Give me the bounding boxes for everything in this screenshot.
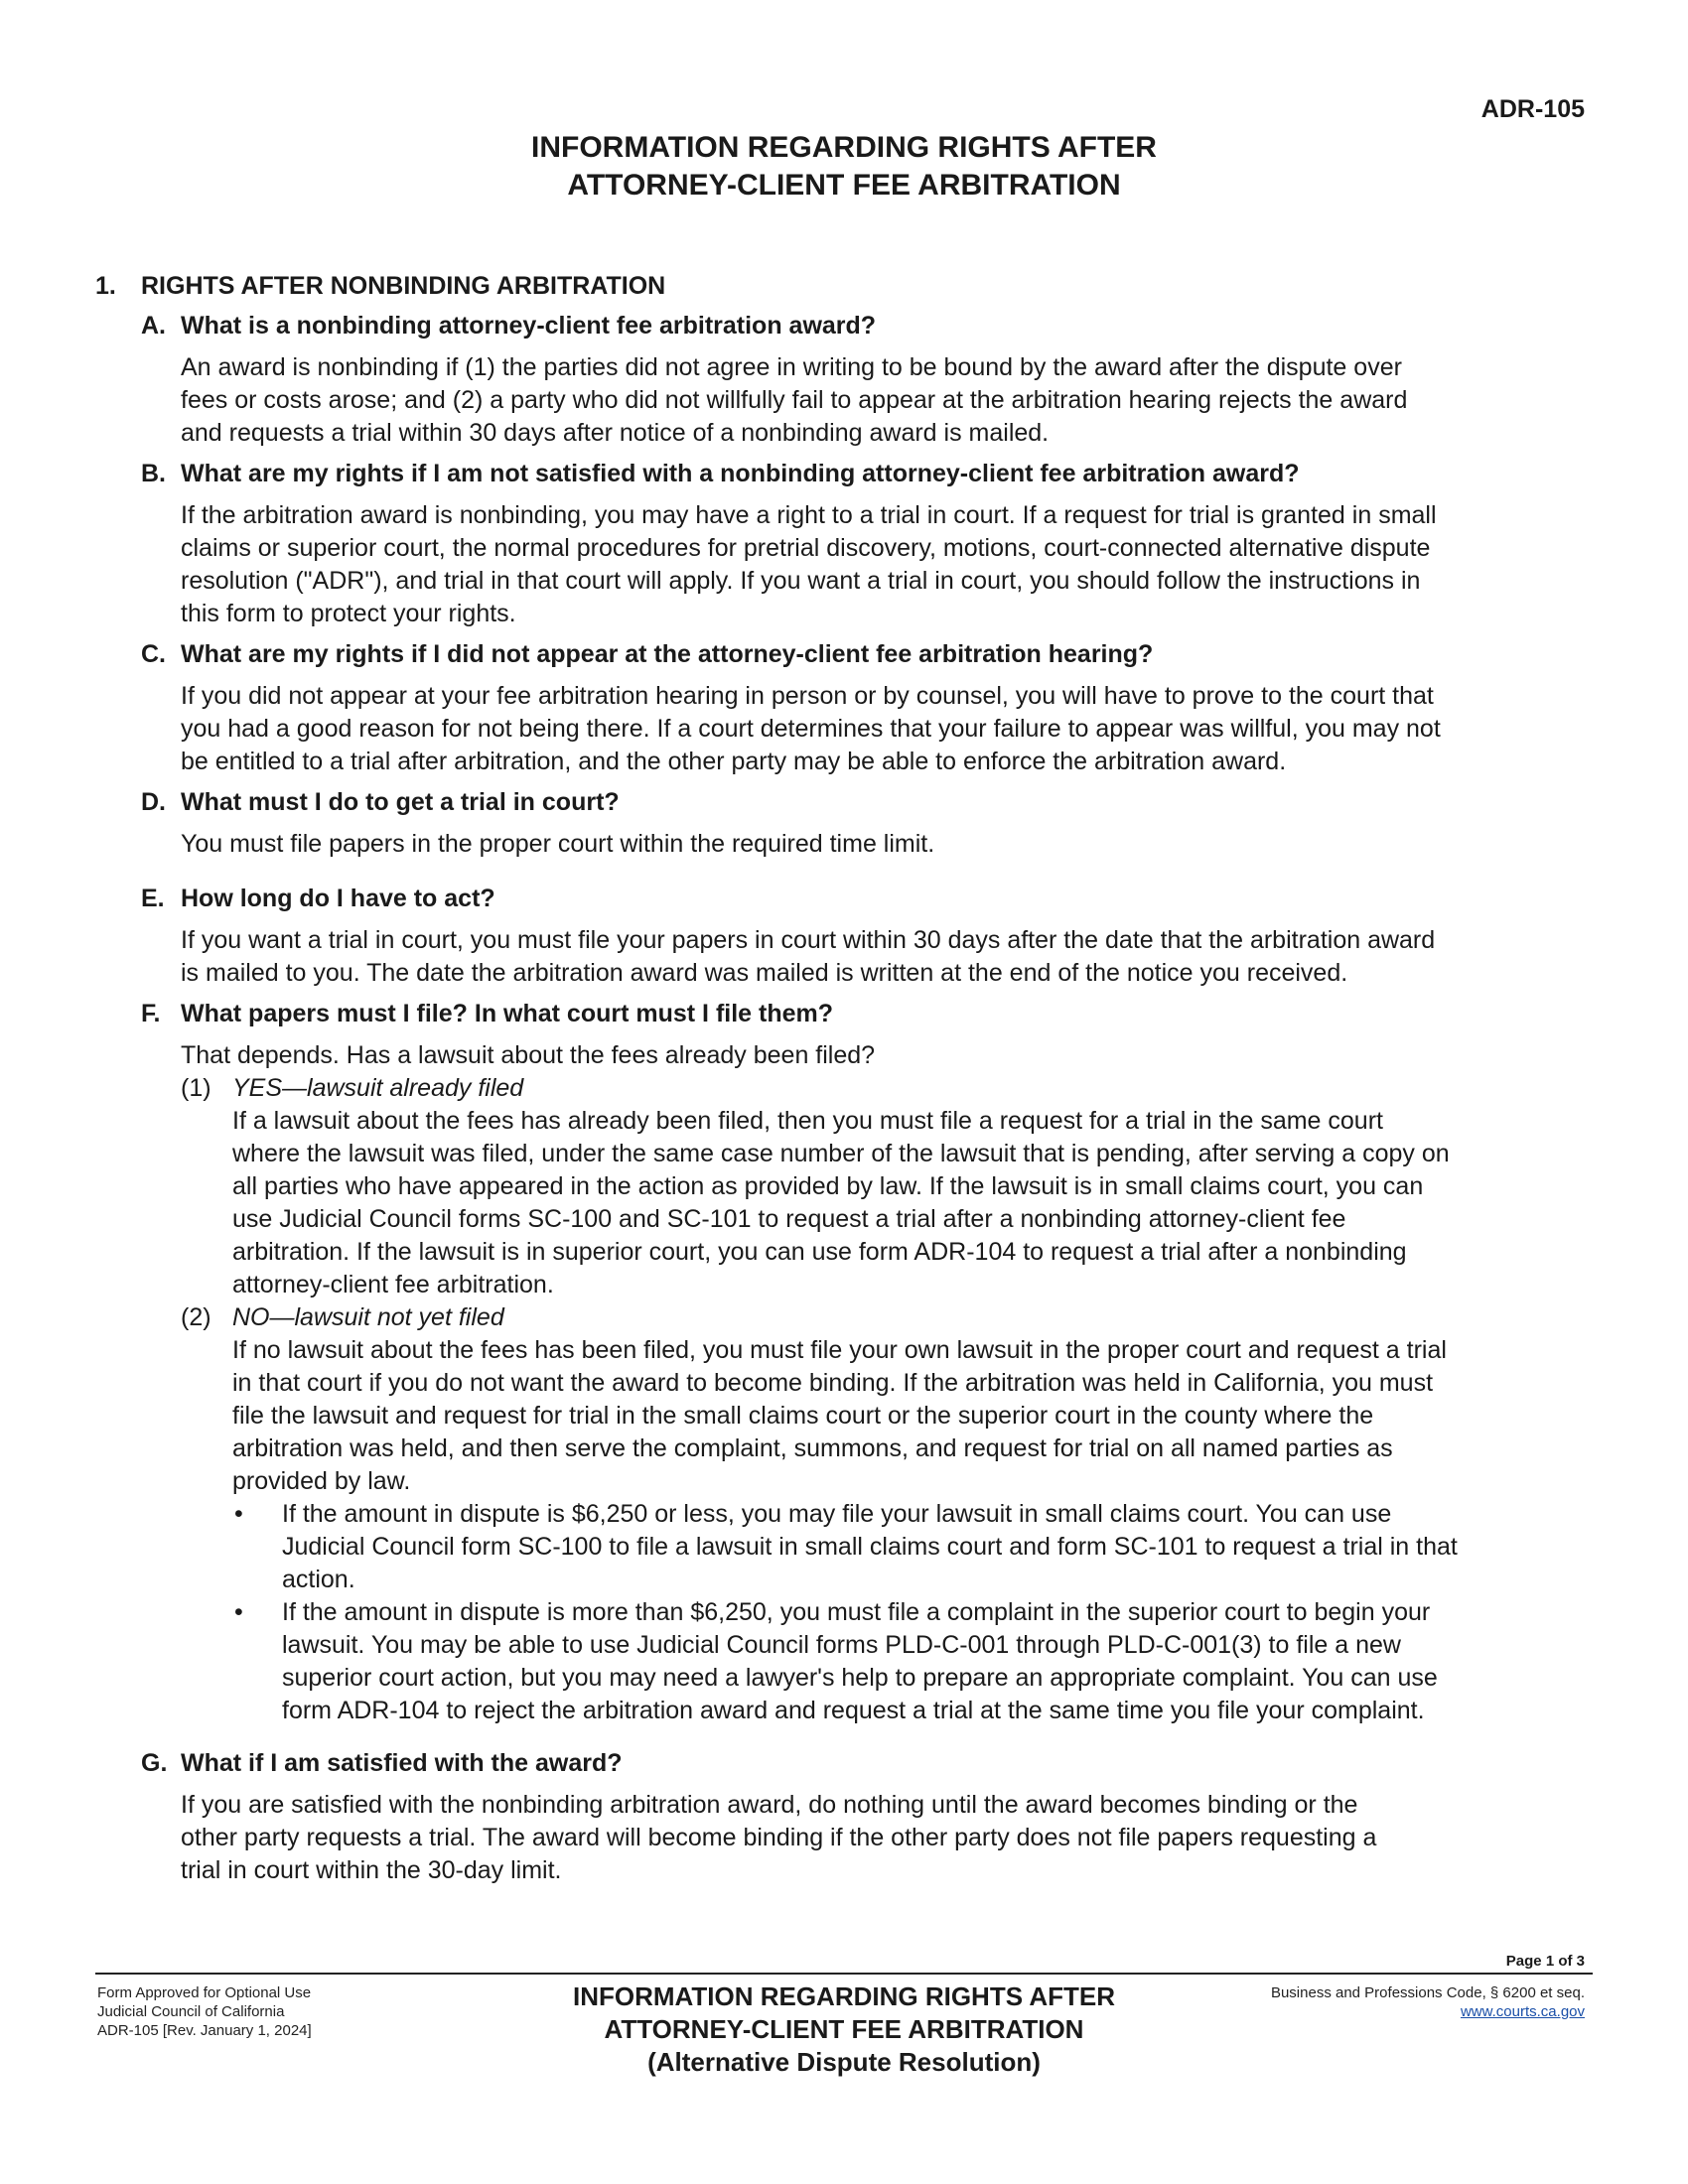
bullet-dot: • [234, 1500, 243, 1528]
sub-item-2-body: If no lawsuit about the fees has been filed, you must file your own lawsuit in the proper court and request a trial in that court if you do not want the award to become binding. If the arbitration was held in California, you must file the lawsuit and request for trial in the small claims court or the superior court in the county where the arbitration was held, and then serve the complaint, summons, and request for trial on all named parties as provided by law. [232, 1336, 1447, 1495]
form-body [95, 270, 1585, 1895]
footer-form-info: Form Approved for Optional Use Judicial Council of California ADR-105 [Rev. January 1, 2024] [97, 1984, 312, 2039]
title-line-2: ATTORNEY-CLIENT FEE ARBITRATION [567, 169, 1121, 202]
bullet-small-claims: • If the amount in dispute is $6,250 or less, you may file your lawsuit in small claims court. You can use Judicial Council form SC-100 to file a lawsuit in small claims court and form SC-101 to request a trial in that action. [234, 1500, 1458, 1593]
answer-b: If the arbitration award is nonbinding, you may have a right to a trial in court. If a request for trial is granted in small claims or superior court, the normal procedures for pretrial discovery, motions, court-connected alternative dispute resolution ("ADR"), and trial in that court will apply. If you want a trial in court, you should follow the instructions in this form to protect your rights. [181, 501, 1437, 627]
sub-item-1-body: If a lawsuit about the fees has already been filed, then you must file a request for a trial in the same court where the lawsuit was filed, under the same case number of the lawsuit that is pending, after serving a copy on all parties who have appeared in the action as provided by law. If the lawsuit is in small claims court, you can use Judicial Council forms SC-100 and SC-101 to request a trial after a nonbinding attorney-client fee arbitration. If the lawsuit is in superior court, you can use form ADR-104 to request a trial after a nonbinding attorney-client fee arbitration. [232, 1107, 1450, 1298]
footer-divider [95, 1973, 1593, 1975]
section-1-heading: 1. RIGHTS AFTER NONBINDING ARBITRATION [95, 272, 666, 300]
question-a: A. What is a nonbinding attorney-client fee arbitration award? [141, 312, 877, 340]
sub-item-1-heading: (1) YES—lawsuit already filed [181, 1074, 524, 1102]
question-g: G. What if I am satisfied with the award? [141, 1749, 623, 1777]
courts-website-link[interactable]: www.courts.ca.gov [1460, 2003, 1585, 2020]
question-f: F. What papers must I file? In what court must I file them? [141, 1000, 834, 1027]
page-number: Page 1 of 3 [1505, 1953, 1585, 1970]
sub-item-2-heading: (2) NO—lawsuit not yet filed [181, 1303, 504, 1331]
answer-d: You must file papers in the proper court within the required time limit. [181, 830, 935, 858]
answer-f-intro: That depends. Has a lawsuit about the fees already been filed? [181, 1041, 876, 1069]
title-line-1: INFORMATION REGARDING RIGHTS AFTER [531, 131, 1157, 164]
answer-g: If you are satisfied with the nonbinding arbitration award, do nothing until the award becomes binding or the other party requests a trial. The award will become binding if the other party does not file papers requesting a trial in court within the 30-day limit. [181, 1791, 1377, 1884]
question-e: E. How long do I have to act? [141, 885, 495, 912]
answer-c: If you did not appear at your fee arbitration hearing in person or by counsel, you will have to prove to the court that you had a good reason for not being there. If a court determines that your failure to appear was willful, you may not be entitled to a trial after arbitration, and the other party may be able to enforce the arbitration award. [181, 682, 1441, 775]
footer-citation [1271, 1983, 1585, 2021]
bullet-dot: • [234, 1598, 243, 1626]
question-d: D. What must I do to get a trial in court? [141, 788, 620, 816]
footer-title: INFORMATION REGARDING RIGHTS AFTER ATTORNEY-CLIENT FEE ARBITRATION (Alternative Dispute Resolution) [573, 1981, 1115, 2077]
answer-e: If you want a trial in court, you must file your papers in court within 30 days after the date that the arbitration award is mailed to you. The date the arbitration award was mailed is written at the end of the notice you received. [181, 926, 1436, 987]
bullet-superior-court: • If the amount in dispute is more than $6,250, you must file a complaint in the superior court to begin your lawsuit. You may be able to use Judicial Council forms PLD-C-001 through PLD-C-001(3) to file a new superior court action, but you may need a lawyer's help to prepare an appropriate complaint. You can use form ADR-104 to reject the arbitration award and request a trial at the same time you file your complaint. [234, 1598, 1438, 1724]
form-number: ADR-105 [1480, 95, 1585, 123]
question-b: B. What are my rights if I am not satisfied with a nonbinding attorney-client fee arbitration award? [141, 460, 1300, 487]
legal-code-citation: Business and Professions Code, § 6200 et seq. [1270, 1984, 1585, 2001]
question-c: C. What are my rights if I did not appear at the attorney-client fee arbitration hearing? [141, 640, 1154, 668]
answer-a: An award is nonbinding if (1) the parties did not agree in writing to be bound by the award after the dispute over fees or costs arose; and (2) a party who did not willfully fail to appear at the arbitration hearing rejects the award and requests a trial within 30 days after notice of a nonbinding award is mailed. [181, 353, 1408, 447]
page-title [0, 129, 1688, 205]
